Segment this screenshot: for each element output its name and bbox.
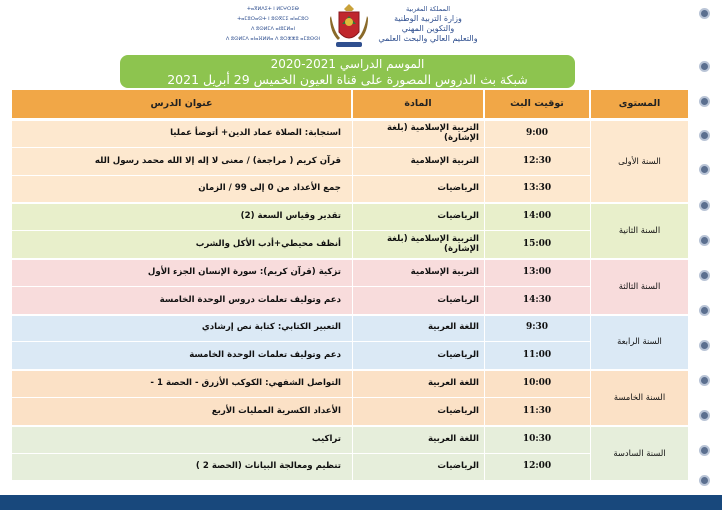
time-cell: 11:00 bbox=[522, 350, 552, 361]
subject-cell: الرياضيات bbox=[437, 461, 479, 472]
subject-cell: الرياضيات bbox=[437, 294, 479, 305]
subject-cell: اللغة العربية bbox=[427, 433, 479, 444]
col-divider bbox=[352, 119, 353, 202]
tifinagh-line: ⴷ ⵓⵙⵍⵎⴷ ⴰⵏⵓⵎⵍⴰⵏ bbox=[251, 26, 295, 32]
col-divider bbox=[590, 425, 591, 481]
col-divider bbox=[590, 314, 591, 370]
lesson-cell: أنظف محيطي+أدب الأكل والشرب bbox=[195, 239, 341, 250]
lesson-cell: تزكية (قرآن كريم): سورة الإنسان الجزء الأول bbox=[147, 266, 341, 277]
time-cell: 11:30 bbox=[522, 405, 552, 416]
lesson-cell: التواصل الشفهي: الكوكب الأزرق - الحصة 1 - bbox=[150, 378, 341, 389]
col-divider bbox=[352, 369, 353, 425]
lesson-cell: الأعداد الكسرية العمليات الأربع bbox=[211, 405, 341, 416]
ministry-line: والتعليم العالي والبحث العلمي bbox=[378, 34, 478, 43]
row-divider bbox=[12, 230, 590, 231]
time-cell: 10:00 bbox=[522, 378, 552, 389]
tifinagh-ministry-name bbox=[218, 4, 328, 44]
group-divider bbox=[12, 314, 688, 316]
title-banner bbox=[120, 55, 575, 88]
subject-cell: اللغة العربية bbox=[427, 378, 479, 389]
group-divider bbox=[12, 369, 688, 371]
ring-icon bbox=[699, 475, 710, 486]
arabic-ministry-name bbox=[372, 4, 484, 44]
ring-icon bbox=[699, 96, 710, 107]
time-cell: 14:30 bbox=[522, 294, 552, 305]
time-cell: 12:00 bbox=[522, 461, 552, 472]
col-divider bbox=[352, 314, 353, 370]
time-cell: 9:00 bbox=[525, 127, 549, 138]
ministry-line: المملكة المغربية bbox=[405, 5, 451, 13]
ring-icon bbox=[699, 200, 710, 211]
group-divider bbox=[12, 119, 688, 121]
level-cell: السنة الثانية bbox=[618, 225, 661, 236]
schedule-table bbox=[12, 90, 688, 482]
schedule-title: شبكة بث الدروس المصورة على قناة العيون الخميس 29 أبريل 2021 bbox=[167, 72, 528, 87]
tifinagh-line: ⵜⴰⴳⵍⴷⵉⵜ ⵏ ⵍⵎⵖⵔⵉⴱ bbox=[247, 6, 299, 12]
col-divider bbox=[484, 314, 485, 370]
level-cell: السنة الثالثة bbox=[618, 280, 661, 291]
level-cell: السنة السادسة bbox=[613, 447, 666, 458]
lesson-cell: جمع الأعداد من 0 إلى 99 / الزمان bbox=[198, 183, 341, 194]
ministry-line: والتكوين المهني bbox=[401, 24, 455, 33]
page-header bbox=[0, 0, 722, 56]
subject-cell: اللغة العربية bbox=[427, 322, 479, 333]
col-divider bbox=[590, 258, 591, 314]
row-divider bbox=[12, 147, 590, 148]
col-divider bbox=[590, 369, 591, 425]
group-divider bbox=[12, 258, 688, 260]
group-divider bbox=[12, 425, 688, 427]
col-header-time: توقيت البث bbox=[485, 90, 589, 118]
subject-cell: الرياضيات bbox=[437, 405, 479, 416]
subject-cell: التربية الإسلامية bbox=[410, 155, 479, 166]
level-cell: السنة الخامسة bbox=[613, 391, 666, 402]
col-header-lesson: عنوان الدرس bbox=[12, 90, 351, 118]
level-group bbox=[12, 369, 688, 425]
ring-icon bbox=[699, 445, 710, 456]
row-divider bbox=[12, 397, 590, 398]
ring-icon bbox=[699, 270, 710, 281]
col-divider bbox=[590, 119, 591, 202]
col-divider bbox=[484, 202, 485, 258]
level-group bbox=[12, 119, 688, 202]
ring-icon bbox=[699, 164, 710, 175]
level-group bbox=[12, 258, 688, 314]
notebook-rings bbox=[699, 0, 715, 500]
ring-icon bbox=[699, 130, 710, 141]
time-cell: 13:00 bbox=[522, 266, 552, 277]
lesson-cell: تراكيب bbox=[311, 433, 341, 444]
time-cell: 12:30 bbox=[522, 155, 552, 166]
subject-cell: الرياضيات bbox=[437, 350, 479, 361]
coat-of-arms-icon bbox=[328, 2, 370, 50]
ring-icon bbox=[699, 305, 710, 316]
level-group bbox=[12, 314, 688, 370]
col-divider bbox=[352, 425, 353, 481]
group-divider bbox=[12, 202, 688, 204]
col-divider bbox=[484, 258, 485, 314]
row-divider bbox=[12, 341, 590, 342]
school-year-title: الموسم الدراسي 2021-2020 bbox=[270, 57, 425, 71]
subject-cell: الرياضيات bbox=[437, 211, 479, 222]
time-cell: 10:30 bbox=[522, 433, 552, 444]
col-divider bbox=[484, 369, 485, 425]
lesson-cell: تقدير وقياس السعة (2) bbox=[240, 211, 341, 222]
time-cell: 13:30 bbox=[522, 183, 552, 194]
col-header-subject: المادة bbox=[353, 90, 483, 118]
row-divider bbox=[12, 453, 590, 454]
col-divider bbox=[352, 258, 353, 314]
col-divider bbox=[484, 119, 485, 202]
lesson-cell: دعم وتوليف تعلمات دروس الوحدة الخامسة bbox=[159, 294, 341, 305]
subject-cell: التربية الإسلامية (بلغة الإشارة) bbox=[386, 122, 479, 143]
col-divider bbox=[352, 202, 353, 258]
subject-cell: التربية الإسلامية (بلغة الإشارة) bbox=[386, 234, 479, 255]
time-cell: 9:30 bbox=[525, 322, 549, 333]
col-divider bbox=[590, 202, 591, 258]
col-divider bbox=[484, 425, 485, 481]
lesson-cell: دعم وتوليف تعلمات الوحدة الخامسة bbox=[189, 350, 341, 361]
ring-icon bbox=[699, 410, 710, 421]
ring-icon bbox=[699, 340, 710, 351]
ring-icon bbox=[699, 235, 710, 246]
level-group bbox=[12, 425, 688, 481]
ministry-line: وزارة التربية الوطنية bbox=[394, 14, 462, 23]
footer-bar bbox=[0, 495, 722, 510]
lesson-cell: استجابة: الصلاة عماد الدين+ أتوضأ عمليا bbox=[170, 127, 341, 138]
ring-icon bbox=[699, 8, 710, 19]
ring-icon bbox=[699, 61, 710, 72]
level-cell: السنة الأولى bbox=[618, 155, 661, 166]
lesson-cell: قرآن كريم ( مراجعة) / معنى لا إله إلا الله محمد رسول الله bbox=[94, 155, 341, 166]
row-divider bbox=[12, 175, 590, 176]
ring-icon bbox=[699, 375, 710, 386]
level-cell: السنة الرابعة bbox=[617, 336, 662, 347]
tifinagh-line: ⴷ ⵓⵙⵍⵎⴷ ⴰⵏⴰⴼⵍⵍⴰ ⴷ ⵓⵔⵣⵣⵓ ⴰⵎⵓⵙⵙⵏ bbox=[225, 36, 321, 42]
time-cell: 14:00 bbox=[522, 211, 552, 222]
level-group bbox=[12, 202, 688, 258]
lesson-cell: تنظيم ومعالجة البيانات (الحصة 2 ) bbox=[195, 461, 341, 472]
subject-cell: الرياضيات bbox=[437, 183, 479, 194]
row-divider bbox=[12, 286, 590, 287]
col-header-level: المستوى bbox=[591, 90, 688, 118]
time-cell: 15:00 bbox=[522, 239, 552, 250]
subject-cell: التربية الإسلامية bbox=[410, 266, 479, 277]
tifinagh-line: ⵜⴰⵎⵓⵔⴰⵙⵜ ⵏ ⵓⵙⴳⵎⵉ ⴰⵏⴰⵎⵓⵔ bbox=[237, 16, 309, 22]
lesson-cell: التعبير الكتابي: كتابة نص إرشادي bbox=[201, 322, 341, 333]
